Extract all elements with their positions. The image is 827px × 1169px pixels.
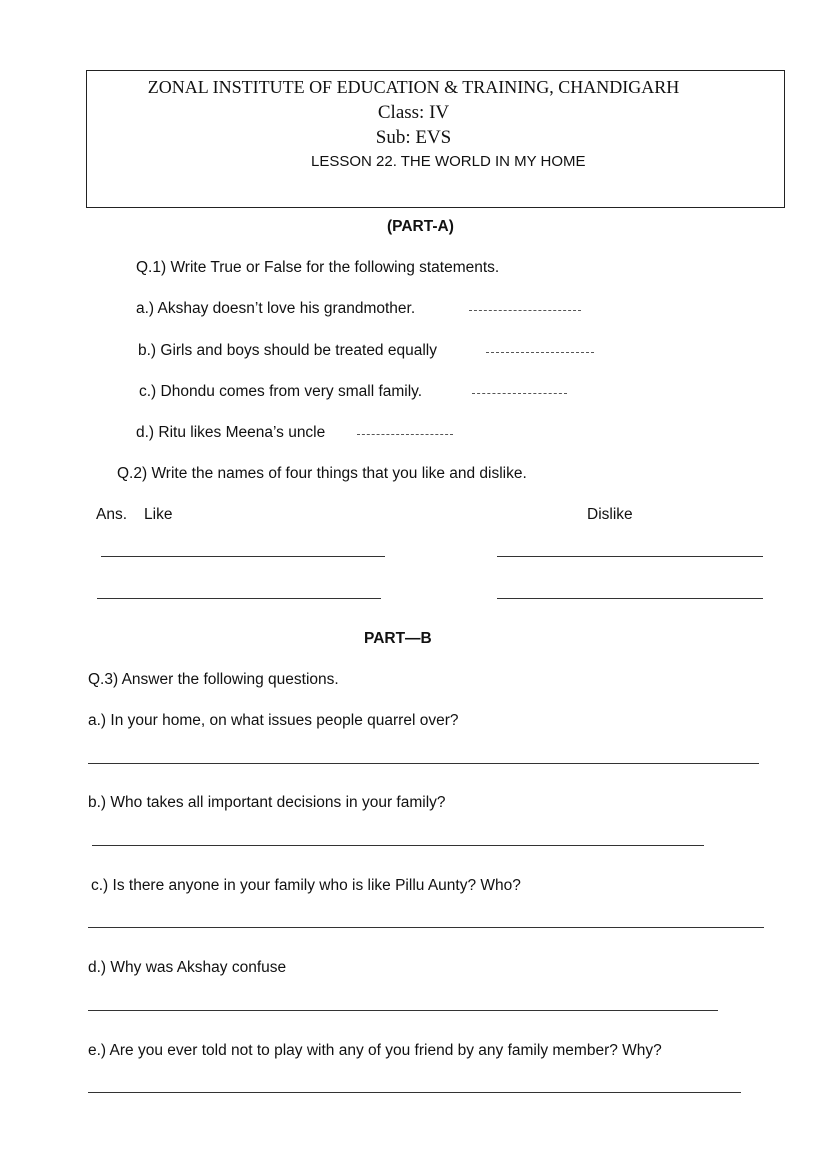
- q2-question: Q.2) Write the names of four things that you like and dislike.: [117, 465, 527, 482]
- dislike-label: Dislike: [587, 506, 633, 523]
- q1-item-a: a.) Akshay doesn’t love his grandmother.: [136, 300, 416, 317]
- dislike-answer-line-2[interactable]: [497, 598, 763, 599]
- q3-question: Q.3) Answer the following questions.: [88, 671, 339, 688]
- lesson-title: LESSON 22. THE WORLD IN MY HOME: [311, 153, 586, 170]
- institute-name: ZONAL INSTITUTE OF EDUCATION & TRAINING, CHANDIGARH: [147, 77, 680, 97]
- q1-item-b: b.) Girls and boys should be treated equally: [138, 342, 437, 359]
- q3-item-a: a.) In your home, on what issues people quarrel over?: [88, 712, 459, 729]
- answer-line-q1a[interactable]: [469, 310, 581, 311]
- answer-line-q3a[interactable]: [88, 763, 759, 764]
- like-label: Like: [144, 506, 173, 523]
- q3-item-b: b.) Who takes all important decisions in your family?: [88, 794, 446, 811]
- q1-question: Q.1) Write True or False for the following statements.: [136, 259, 500, 276]
- q1-item-d: d.) Ritu likes Meena’s uncle: [136, 424, 326, 441]
- subject-label: Sub: EVS: [375, 127, 452, 148]
- answer-line-q3b[interactable]: [92, 845, 704, 846]
- q1-item-c: c.) Dhondu comes from very small family.: [139, 383, 423, 400]
- answer-line-q3c[interactable]: [88, 927, 764, 928]
- part-a-heading: (PART-A): [387, 218, 454, 235]
- q3-item-e: e.) Are you ever told not to play with any of you friend by any family member? Why?: [88, 1042, 662, 1059]
- part-b-heading: PART—B: [364, 630, 432, 647]
- dislike-answer-line-1[interactable]: [497, 556, 763, 557]
- like-answer-line-2[interactable]: [97, 598, 381, 599]
- q3-item-d: d.) Why was Akshay confuse: [88, 959, 287, 976]
- answer-line-q1c[interactable]: [472, 393, 567, 394]
- ans-label: Ans.: [96, 506, 128, 523]
- answer-line-q3e[interactable]: [88, 1092, 741, 1093]
- class-label: Class: IV: [377, 102, 450, 123]
- q3-item-c: c.) Is there anyone in your family who is like Pillu Aunty? Who?: [91, 877, 521, 894]
- answer-line-q3d[interactable]: [88, 1010, 718, 1011]
- answer-line-q1b[interactable]: [486, 352, 594, 353]
- answer-line-q1d[interactable]: [357, 434, 453, 435]
- like-answer-line-1[interactable]: [101, 556, 385, 557]
